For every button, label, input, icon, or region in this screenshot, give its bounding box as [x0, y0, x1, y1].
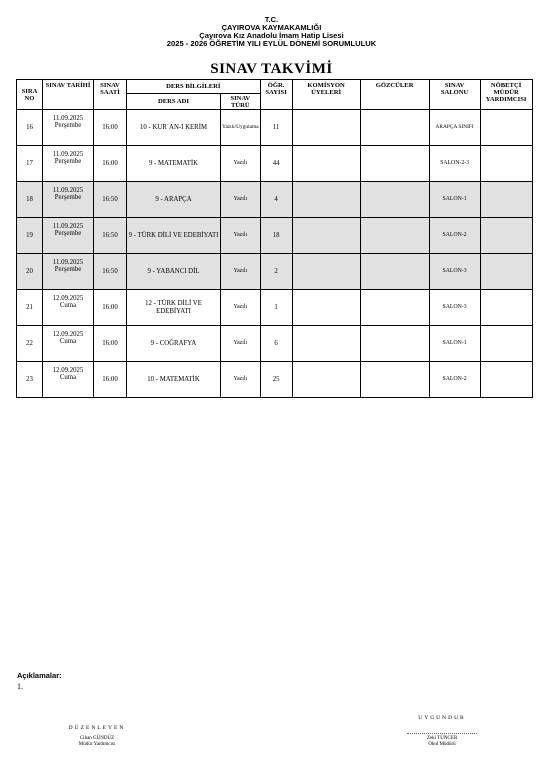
cell-date: 11.09.2025 Perşembe — [43, 254, 94, 290]
cell-room: SALON-3 — [429, 254, 480, 290]
cell-date: 11.09.2025 Perşembe — [43, 110, 94, 146]
cell-type: Yazılı — [221, 290, 261, 326]
table-row — [17, 254, 533, 290]
col-sinav-saati: SINAV SAATİ — [94, 80, 127, 110]
cell-vp — [480, 254, 532, 290]
notes-title: Açıklamalar: — [17, 671, 62, 680]
cell-type: Yazılı — [221, 362, 261, 398]
cell-vp — [480, 182, 532, 218]
cell-type: Yazılı — [221, 182, 261, 218]
page-title: SINAV TAKVİMİ — [210, 61, 333, 77]
cell-room: SALON-1 — [429, 182, 480, 218]
cell-proctors — [360, 110, 429, 146]
signature-right-name: Zeki TÜNCER — [426, 736, 458, 741]
cell-count: 18 — [260, 218, 292, 254]
cell-room: SALON-1 — [429, 326, 480, 362]
cell-course: 10 - MATEMATİK — [127, 362, 221, 398]
cell-course: 9 - ARAPÇA — [127, 182, 221, 218]
cell-commission — [292, 218, 360, 254]
cell-type: Yazılı — [221, 218, 261, 254]
header-kaymakamlik: ÇAYIROVA KAYMAKAMLIĞI — [221, 23, 322, 32]
cell-count: 1 — [260, 290, 292, 326]
signature-right-role: Okul Müdürü — [428, 742, 456, 747]
table-row — [17, 218, 533, 254]
notes-item-1: 1. — [17, 682, 23, 691]
cell-no: 21 — [17, 290, 43, 326]
cell-no: 20 — [17, 254, 43, 290]
cell-count: 44 — [260, 146, 292, 182]
table-row — [17, 146, 533, 182]
cell-course: 9 - MATEMATİK — [127, 146, 221, 182]
cell-room: SALON-2-3 — [429, 146, 480, 182]
cell-proctors — [360, 218, 429, 254]
header-term: 2025 - 2026 ÖĞRETİM YILI EYLÜL DÖNEMİ SORUMLULUK — [166, 39, 377, 48]
cell-count: 11 — [260, 110, 292, 146]
exam-schedule-table — [16, 79, 533, 398]
col-ders-bilgileri: DERS BİLGİLERİ — [127, 80, 261, 94]
col-sinav-tarihi: SINAV TARİHİ — [43, 80, 94, 110]
cell-date: 11.09.2025 Perşembe — [43, 146, 94, 182]
cell-proctors — [360, 326, 429, 362]
cell-course: 12 - TÜRK DİLİ VE EDEBİYATI — [127, 290, 221, 326]
cell-room: SALON-2 — [429, 362, 480, 398]
col-sinav-turu: SINAV TÜRÜ — [221, 94, 261, 110]
cell-no: 16 — [17, 110, 43, 146]
cell-date: 12.09.2025 Cuma — [43, 290, 94, 326]
cell-proctors — [360, 362, 429, 398]
signature-left-label: DÜZENLEYEN — [68, 725, 126, 731]
cell-date: 11.09.2025 Perşembe — [43, 182, 94, 218]
cell-time: 16:00 — [94, 146, 127, 182]
cell-time: 16:00 — [94, 362, 127, 398]
col-nobetci: NÖBETÇİ MÜDÜR YARDIMCISI — [480, 80, 532, 110]
cell-date: 12.09.2025 Cuma — [43, 326, 94, 362]
cell-commission — [292, 146, 360, 182]
header-school: Çayırova Kız Anadolu İmam Hatip Lisesi — [199, 31, 344, 40]
cell-room: SALON-3 — [429, 290, 480, 326]
cell-vp — [480, 110, 532, 146]
cell-vp — [480, 290, 532, 326]
signature-right — [392, 715, 492, 748]
cell-date: 12.09.2025 Cuma — [43, 362, 94, 398]
cell-time: 16:00 — [94, 290, 127, 326]
col-gozculer: GÖZCÜLER — [360, 80, 429, 110]
cell-commission — [292, 254, 360, 290]
table-row — [17, 326, 533, 362]
cell-vp — [480, 146, 532, 182]
cell-count: 25 — [260, 362, 292, 398]
cell-type: Yazılı — [221, 146, 261, 182]
cell-commission — [292, 182, 360, 218]
cell-room: SALON-2 — [429, 218, 480, 254]
cell-type: Yazılı — [221, 326, 261, 362]
cell-count: 2 — [260, 254, 292, 290]
cell-commission — [292, 290, 360, 326]
cell-proctors — [360, 254, 429, 290]
cell-type: Yazılı — [221, 254, 261, 290]
col-sira-no: SIRA NO — [17, 80, 43, 110]
signature-left — [52, 725, 142, 748]
cell-commission — [292, 362, 360, 398]
cell-commission — [292, 326, 360, 362]
col-komisyon: KOMİSYON ÜYELERİ — [292, 80, 360, 110]
cell-count: 4 — [260, 182, 292, 218]
cell-no: 18 — [17, 182, 43, 218]
table-row — [17, 110, 533, 146]
signature-right-line — [407, 733, 477, 734]
cell-proctors — [360, 182, 429, 218]
cell-time: 16:00 — [94, 326, 127, 362]
col-ogr-sayisi: ÖĞR. SAYISI — [260, 80, 292, 110]
cell-type: Yazılı/Uygulama — [221, 110, 261, 146]
cell-course: 9 - TÜRK DİLİ VE EDEBİYATI — [127, 218, 221, 254]
cell-course: 9 - COĞRAFYA — [127, 326, 221, 362]
cell-room: ARAPÇA SINIFI — [429, 110, 480, 146]
cell-course: 9 - YABANCI DİL — [127, 254, 221, 290]
table-row — [17, 182, 533, 218]
cell-no: 17 — [17, 146, 43, 182]
signature-left-role: Müdür Yardımcısı — [78, 742, 116, 747]
cell-no: 23 — [17, 362, 43, 398]
header-tc: T.C. — [264, 15, 279, 24]
signature-left-name: Cihan GÜNDÜZ — [79, 736, 115, 741]
cell-time: 16:50 — [94, 254, 127, 290]
cell-time: 16:50 — [94, 218, 127, 254]
cell-date: 11.09.2025 Perşembe — [43, 218, 94, 254]
col-ders-adi: DERS ADI — [127, 94, 221, 110]
cell-no: 22 — [17, 326, 43, 362]
cell-count: 6 — [260, 326, 292, 362]
cell-commission — [292, 110, 360, 146]
cell-time: 16:50 — [94, 182, 127, 218]
table-row — [17, 362, 533, 398]
signature-right-label: UYGUNDUR — [418, 715, 466, 721]
cell-course: 10 - KUR`AN-I KERİM — [127, 110, 221, 146]
cell-vp — [480, 362, 532, 398]
cell-vp — [480, 326, 532, 362]
cell-proctors — [360, 290, 429, 326]
table-row — [17, 290, 533, 326]
cell-time: 16:00 — [94, 110, 127, 146]
cell-no: 19 — [17, 218, 43, 254]
cell-proctors — [360, 146, 429, 182]
col-sinav-salonu: SINAV SALONU — [429, 80, 480, 110]
cell-vp — [480, 218, 532, 254]
